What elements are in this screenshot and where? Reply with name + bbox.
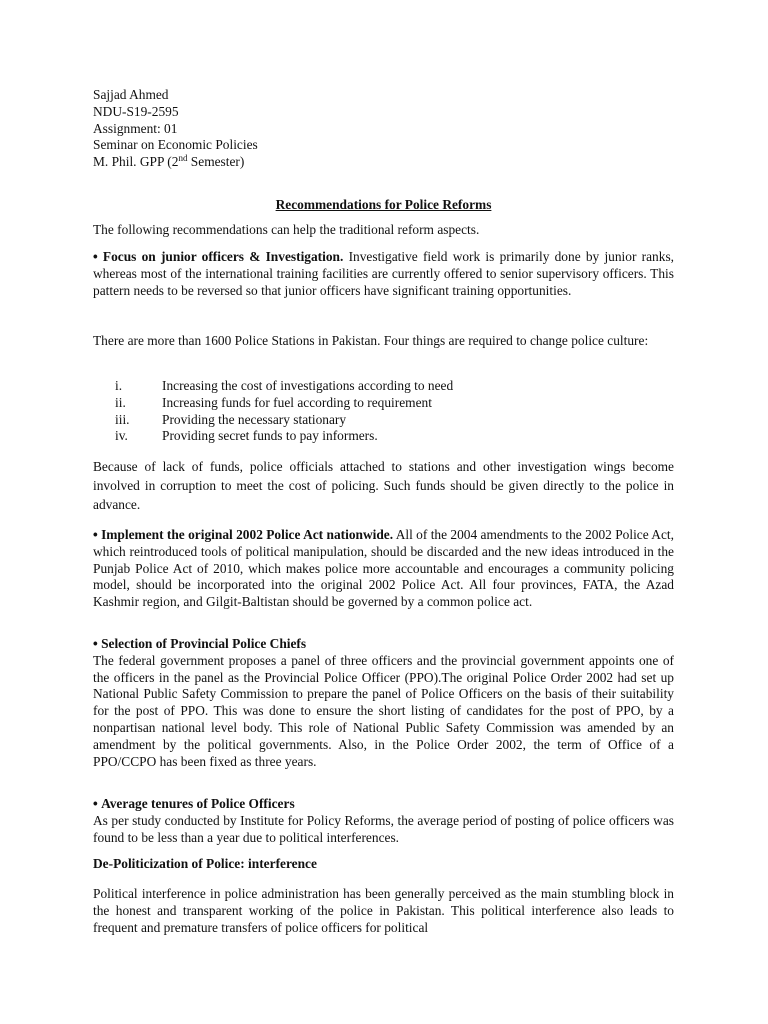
- section-heading: Average tenures of Police Officers: [101, 796, 295, 811]
- author-header: [93, 87, 258, 171]
- section-police-act: [93, 527, 674, 611]
- list-item: [93, 428, 674, 445]
- funds-paragraph: Because of lack of funds, police officials attached to stations and other investigation wings become involved in corruption to meet the cost of policing. Such funds should be given directly to the police in advance.: [93, 459, 674, 512]
- police-stations-paragraph: There are more than 1600 Police Stations in Pakistan. Four things are required to change police culture:: [93, 333, 649, 348]
- list-text: Increasing the cost of investigations according to need: [162, 378, 454, 393]
- bullet-icon: •: [93, 527, 98, 542]
- program-suffix: Semester): [187, 154, 245, 170]
- assignment-number: Assignment: 01: [93, 120, 178, 136]
- student-id: NDU-S19-2595: [93, 103, 179, 119]
- depoliticization-paragraph: Political interference in police administration has been generally perceived as the main stumbling block in the honest and transparent working of the police in Pakistan. This political interference also leads to frequent and premature transfers of police officers for political: [93, 886, 674, 935]
- section-junior-officers: [93, 249, 674, 299]
- bullet-icon: •: [93, 636, 98, 651]
- author-name: Sajjad Ahmed: [93, 87, 169, 102]
- list-text: Providing the necessary stationary: [162, 411, 347, 427]
- list-number: ii.: [115, 394, 126, 410]
- course-name: Seminar on Economic Policies: [93, 137, 258, 153]
- intro-paragraph: The following recommendations can help the traditional reform aspects.: [93, 222, 480, 237]
- bullet-icon: •: [93, 796, 98, 811]
- section-heading-line: [93, 796, 674, 813]
- section-heading-line: [93, 636, 674, 653]
- requirements-list: [93, 378, 674, 445]
- depoliticization-heading: De-Politicization of Police: interference: [93, 856, 317, 871]
- program-superscript: nd: [178, 153, 188, 164]
- section-text: As per study conducted by Institute for Policy Reforms, the average period of posting of police officers was found to be less than a year due to political interferences.: [93, 812, 674, 845]
- program-prefix: M. Phil. GPP (2: [93, 154, 179, 170]
- bullet-icon: •: [93, 249, 98, 264]
- section-heading: Selection of Provincial Police Chiefs: [101, 636, 307, 651]
- section-heading: Focus on junior officers & Investigation.: [102, 249, 344, 264]
- section-provincial-chiefs: [93, 636, 674, 770]
- list-text: Increasing funds for fuel according to requirement: [162, 394, 432, 410]
- list-number: i.: [115, 378, 123, 393]
- section-text: All of the 2004 amendments to the 2002 Police Act, which reintroduced tools of political manipulation, should be discarded and the new ideas introduced in the Punjab Police Act of 2010, which makes police more accountable and encourages a community policing model, should be incorporated into the original 2002 Police Act. All four provinces, FATA, the Azad Kashmir region, and Gilgit-Baltistan should be governed by a common police act.: [93, 527, 674, 610]
- section-average-tenures: [93, 796, 674, 846]
- list-item: [93, 395, 674, 412]
- section-heading: Implement the original 2002 Police Act nationwide.: [101, 527, 394, 542]
- section-text: Investigative field work is primarily done by junior ranks, whereas most of the international training facilities are currently offered to senior supervisory officers. This pattern needs to be reversed so that junior officers have significant training opportunities.: [93, 249, 675, 298]
- list-text: Providing secret funds to pay informers.: [162, 428, 378, 444]
- list-number: iii.: [115, 411, 130, 427]
- list-item: [93, 412, 674, 429]
- document-title: Recommendations for Police Reforms: [275, 197, 492, 212]
- section-text: The federal government proposes a panel of three officers and the provincial government appoints one of the officers in the panel as the Provincial Police Officer (PPO).The original Police Order 2002 had set up National Public Safety Commission to prepare the panel of Police Officers on the basis of their suitability for the post of PPO. This was done to ensure the short listing of candidates for the post of PPO, by a nonpartisan national level body. This role of National Public Safety Commission was amended by an amendment by the political governments. Also, in the Police Order 2002, the term of Office of a PPO/CCPO has been fixed as three years.: [93, 652, 674, 769]
- list-item: [93, 378, 674, 395]
- list-number: iv.: [115, 428, 128, 444]
- program-line: [93, 154, 258, 171]
